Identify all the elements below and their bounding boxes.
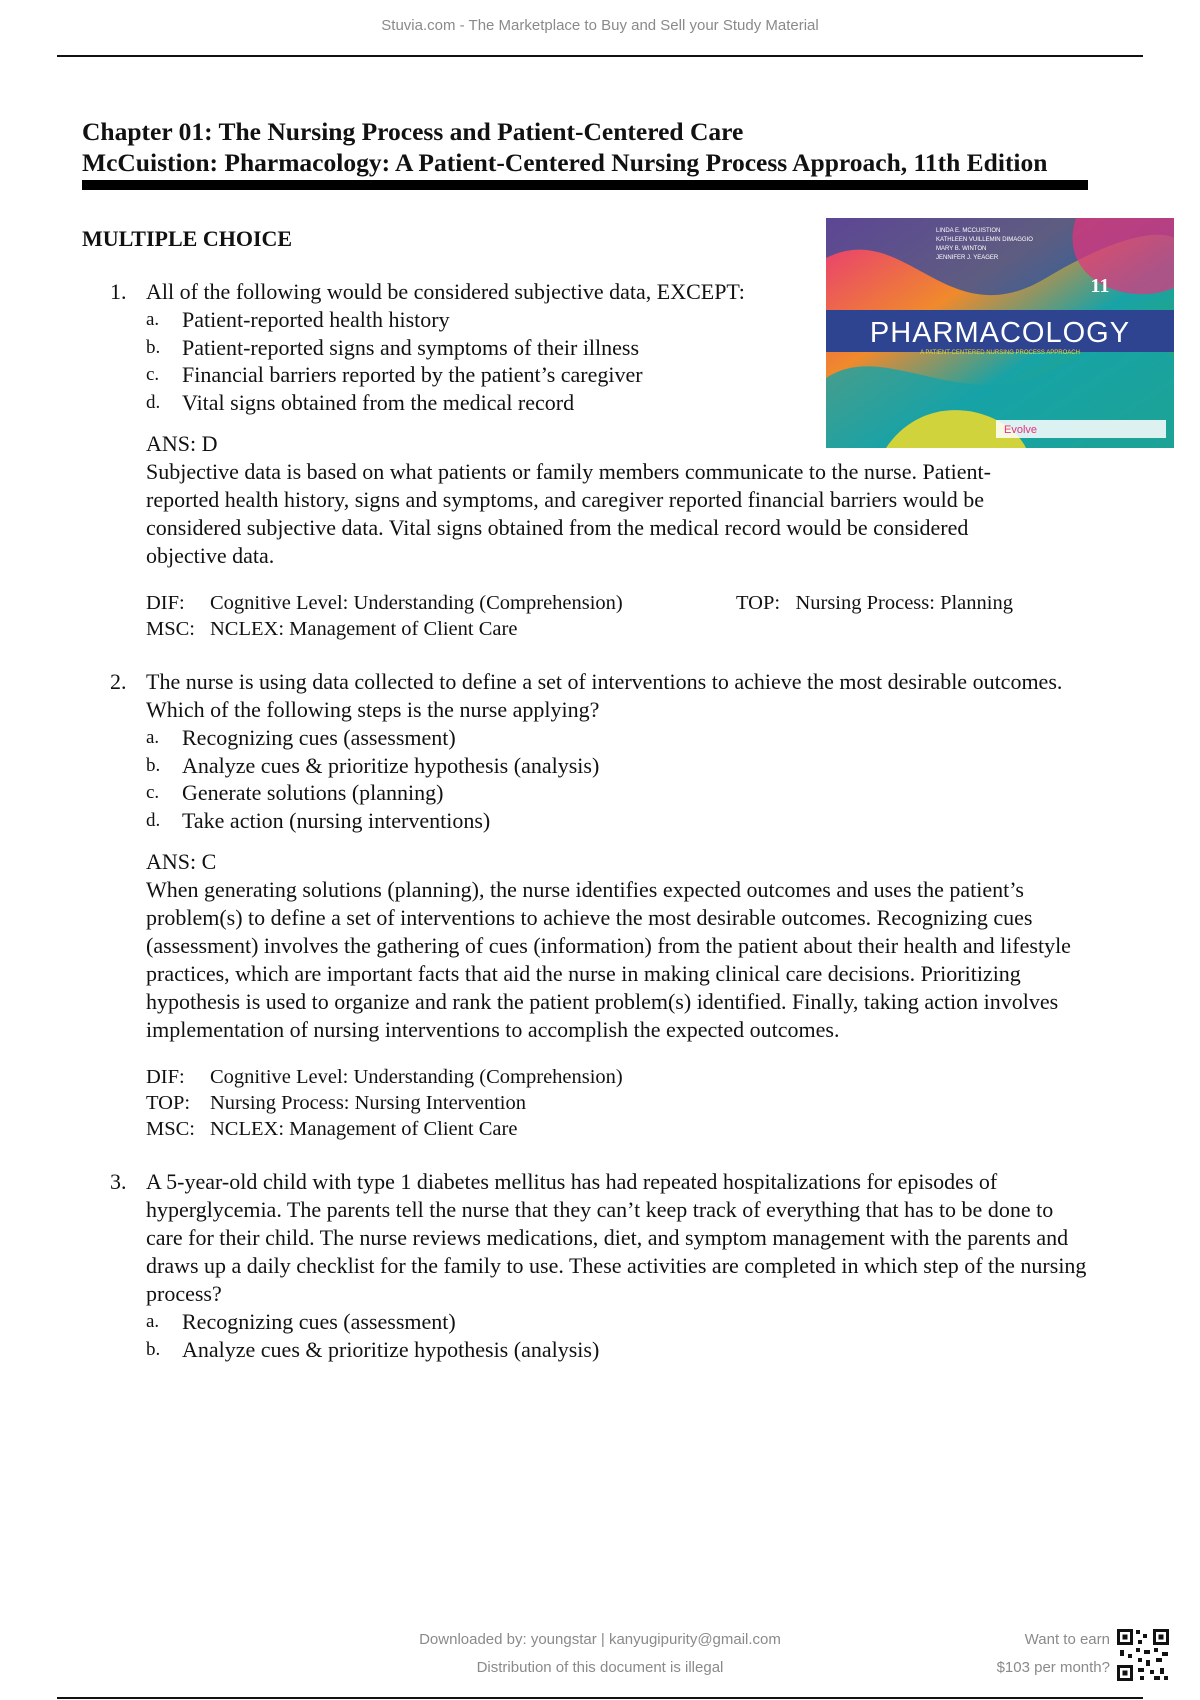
choice-text: Take action (nursing interventions)	[182, 807, 491, 833]
meta-top-row	[146, 1090, 1092, 1116]
question-stem	[82, 1168, 1092, 1308]
meta-msc-row	[146, 616, 1092, 642]
question-number: 1.	[110, 279, 127, 304]
question-stem	[82, 668, 1092, 724]
footer-earn-promo[interactable]	[980, 1626, 1110, 1682]
rationale: When generating solutions (planning), the nurse identifies expected outcomes and uses the patient’s problem(s) to define a set of interventions to achieve the most desirable outcomes. Recognizing cues (assessment) involves the gathering of cues (information) from the patient about their health and lifestyle practices, which are important facts that aid the nurse in making clinical care decisions. Prioritizing hypothesis is used to organize and rank the patient problem(s) identified. Finally, taking action involves implementation of nursing interventions to accomplish the expected outcomes.	[146, 877, 1071, 1042]
cover-title: PHARMACOLOGY	[869, 317, 1131, 349]
cover-author-3: MARY B. WINTON	[936, 246, 987, 252]
footer-download-info	[360, 1626, 840, 1682]
meta-dif-row	[146, 1064, 1092, 1090]
answer-choices	[82, 724, 1092, 834]
choice-c	[146, 361, 1092, 389]
question-text: All of the following would be considered subjective data, EXCEPT:	[146, 279, 745, 304]
answer-key: ANS: C	[146, 849, 217, 874]
choice-letter: d.	[146, 809, 161, 831]
choice-letter: b.	[146, 754, 161, 776]
meta-dif-key: DIF:	[146, 1066, 185, 1088]
rationale: Subjective data is based on what patients or family members communicate to the nurse. Patient-reported health history, signs and symptoms, and caregiver reported financial barriers would be considered subjective data. Vital signs obtained from the medical record would be considered objective data.	[146, 459, 991, 568]
cover-author-1: LINDA E. MCCUISTION	[936, 228, 1001, 234]
meta-dif-row	[146, 590, 1092, 616]
answer-choices	[82, 306, 1092, 416]
meta-top-key: TOP:	[736, 592, 781, 614]
meta-dif: Cognitive Level: Understanding (Comprehension)	[210, 592, 623, 614]
cover-subtitle: A PATIENT-CENTERED NURSING PROCESS APPROACH	[920, 350, 1080, 356]
choice-letter: a.	[146, 309, 160, 330]
chapter-title-block	[82, 116, 1088, 190]
choice-d	[146, 807, 1092, 835]
answer-choices	[82, 1308, 1092, 1363]
choice-letter: c.	[146, 364, 160, 385]
choice-letter: d.	[146, 391, 161, 413]
choice-text: Analyze cues & prioritize hypothesis (analysis)	[182, 752, 600, 778]
question-1	[82, 278, 1092, 642]
question-2	[82, 668, 1092, 1142]
meta-top-inline	[736, 590, 1013, 616]
answer-block	[82, 430, 1092, 570]
meta-msc: NCLEX: Management of Client Care	[210, 618, 518, 640]
watermark: Stuvia.com - The Marketplace to Buy and Sell your Study Material	[381, 17, 819, 34]
choice-b	[146, 752, 1092, 780]
choice-a	[146, 306, 1092, 334]
meta-msc-key: MSC:	[146, 618, 195, 640]
cover-evolve: Evolve	[1004, 424, 1038, 436]
question-text: A 5-year-old child with type 1 diabetes mellitus has had repeated hospitalizations for episodes of hyperglycemia. The parents tell the nurse that they can’t keep track of everything that has to be done to care for their child. The nurse reviews medications, diet, and symptom management with the parents and draws up a daily checklist for the family to use. These activities are completed in which step of the nursing process?	[146, 1169, 1087, 1306]
answer-key: ANS: D	[146, 431, 218, 456]
choice-text: Patient-reported health history	[182, 307, 450, 332]
meta-dif: Cognitive Level: Understanding (Comprehension)	[210, 1066, 623, 1088]
choice-letter: c.	[146, 782, 160, 803]
choice-letter: a.	[146, 727, 160, 748]
choice-text: Financial barriers reported by the patient’s caregiver	[182, 362, 643, 387]
qr-code-icon[interactable]	[1116, 1628, 1170, 1682]
choice-text: Recognizing cues (assessment)	[182, 1309, 456, 1334]
meta-top: Nursing Process: Nursing Intervention	[210, 1092, 526, 1114]
section-heading: MULTIPLE CHOICE	[82, 226, 293, 251]
question-meta	[82, 590, 1092, 642]
meta-dif-key: DIF:	[146, 592, 185, 614]
choice-text: Recognizing cues (assessment)	[182, 725, 456, 750]
choice-c	[146, 779, 1092, 807]
choice-a	[146, 1308, 1092, 1336]
footer-rule	[57, 1697, 1143, 1699]
footer-distribution: Distribution of this document is illegal	[476, 1659, 724, 1676]
question-text: The nurse is using data collected to define a set of interventions to achieve the most desirable outcomes. Which of the following steps is the nurse applying?	[146, 669, 1063, 722]
question-3	[82, 1168, 1092, 1363]
cover-author-4: JENNIFER J. YEAGER	[936, 255, 999, 261]
choice-text: Vital signs obtained from the medical record	[182, 389, 575, 415]
choice-b	[146, 334, 1092, 362]
choice-text: Generate solutions (planning)	[182, 780, 444, 805]
choice-d	[146, 389, 1092, 417]
cover-edition: 11	[1090, 275, 1110, 297]
title-rule	[82, 180, 1088, 190]
answer-block	[82, 848, 1092, 1044]
question-meta	[82, 1064, 1092, 1142]
choice-text: Patient-reported signs and symptoms of their illness	[182, 334, 640, 360]
footer-downloaded-by: Downloaded by: youngstar | kanyugipurity@gmail.com	[419, 1631, 781, 1648]
meta-msc-row	[146, 1116, 1092, 1142]
choice-letter: b.	[146, 336, 161, 358]
question-list	[82, 278, 1092, 1363]
meta-msc-key: MSC:	[146, 1118, 195, 1140]
choice-a	[146, 724, 1092, 752]
chapter-title: Chapter 01: The Nursing Process and Patient-Centered Care	[82, 117, 744, 146]
choice-b	[146, 1336, 1092, 1364]
question-stem	[82, 278, 1092, 306]
book-title: McCuistion: Pharmacology: A Patient-Centered Nursing Process Approach, 11th Edition	[82, 148, 1048, 177]
meta-top: Nursing Process: Planning	[795, 592, 1013, 614]
meta-msc: NCLEX: Management of Client Care	[210, 1118, 518, 1140]
choice-letter: a.	[146, 1311, 160, 1332]
choice-text: Analyze cues & prioritize hypothesis (analysis)	[182, 1336, 600, 1362]
header-rule	[57, 55, 1143, 57]
choice-letter: b.	[146, 1338, 161, 1360]
question-number: 3.	[110, 1169, 127, 1194]
footer-earn-line2: $103 per month?	[996, 1659, 1110, 1676]
footer-earn-line1: Want to earn	[1024, 1631, 1110, 1648]
question-number: 2.	[110, 669, 127, 694]
cover-author-2: KATHLEEN VUILLEMIN DIMAGGIO	[936, 237, 1033, 243]
meta-top-key: TOP:	[146, 1092, 191, 1114]
